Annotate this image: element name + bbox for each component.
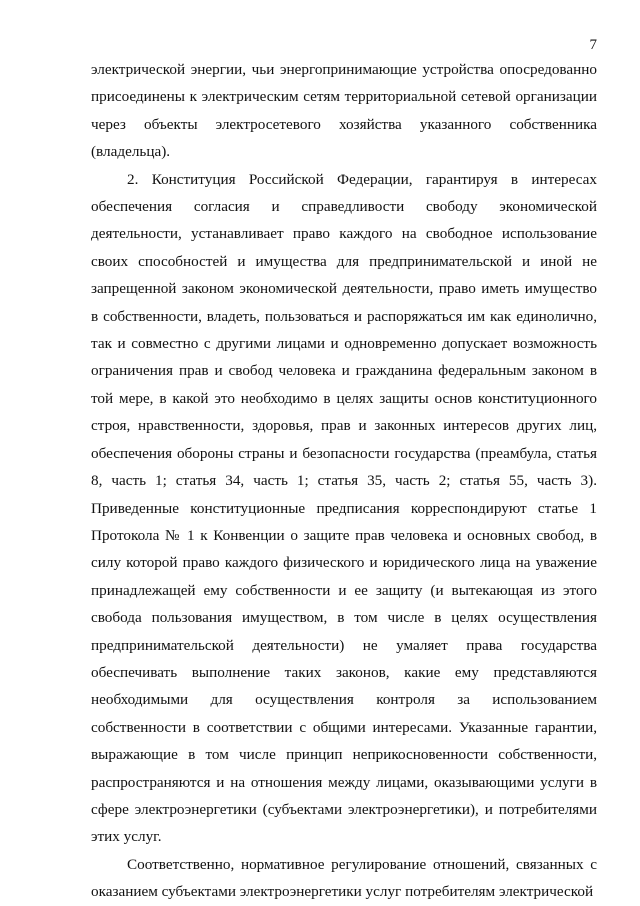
paragraph-section-2: 2. Конституция Российской Федерации, гарантируя в интересах обеспечения согласия и справедливости свободу экономической деятельности, устанавливает право каждого на свободное использование своих способностей и имущества для предпринимательской и иной не запрещенной законом экономической деятельности, право иметь имущество в собственности, владеть, пользоваться и распоряжаться им как единолично, так и совместно с другими лицами и одновременно допускает возможность ограничения прав и свобод человека и гражданина федеральным законом в той мере, в какой это необходимо в целях защиты основ конституционного строя, нравственности, здоровья, прав и законных интересов других лиц, обеспечения обороны страны и безопасности государства (преамбула, статья 8, часть 1; статья 34, часть 1; статья 35, часть 2; статья 55, часть 3). Приведенные конституционные предписания корреспондируют статье 1 Протокола № 1 к Конвенции о защите прав человека и основных свобод, в силу которой право каждого физического и юридического лица на уважение принадлежащей ему собственности и ее защиту (и вытекающая из этого свобода пользования имуществом, в том числе в целях осуществления предпринимательской деятельности) не умаляет права государства обеспечивать выполнение таких законов, какие ему представляются необходимыми для осуществления контроля за использованием собственности в соответствии с общими интересами. Указанные гарантии, выражающие в том числе принцип неприкосновенности собственности, распространяются и на отношения между лицами, оказывающими услуги в сфере электроэнергетики (субъектами электроэнергетики), и потребителями этих услуг. [91,170,597,846]
document-body [91,56,597,906]
page-number: 7 [589,37,597,53]
paragraph-continuation: электрической энергии, чьи энергопринимающие устройства опосредованно присоединены к электрическим сетям территориальной сетевой организации через объекты электросетевого хозяйства указанного собственника (владельца). [91,61,597,161]
paragraph-regulation: Соответственно, нормативное регулирование отношений, связанных с оказанием субъектами электроэнергетики услуг потребителям электрической [91,855,597,901]
